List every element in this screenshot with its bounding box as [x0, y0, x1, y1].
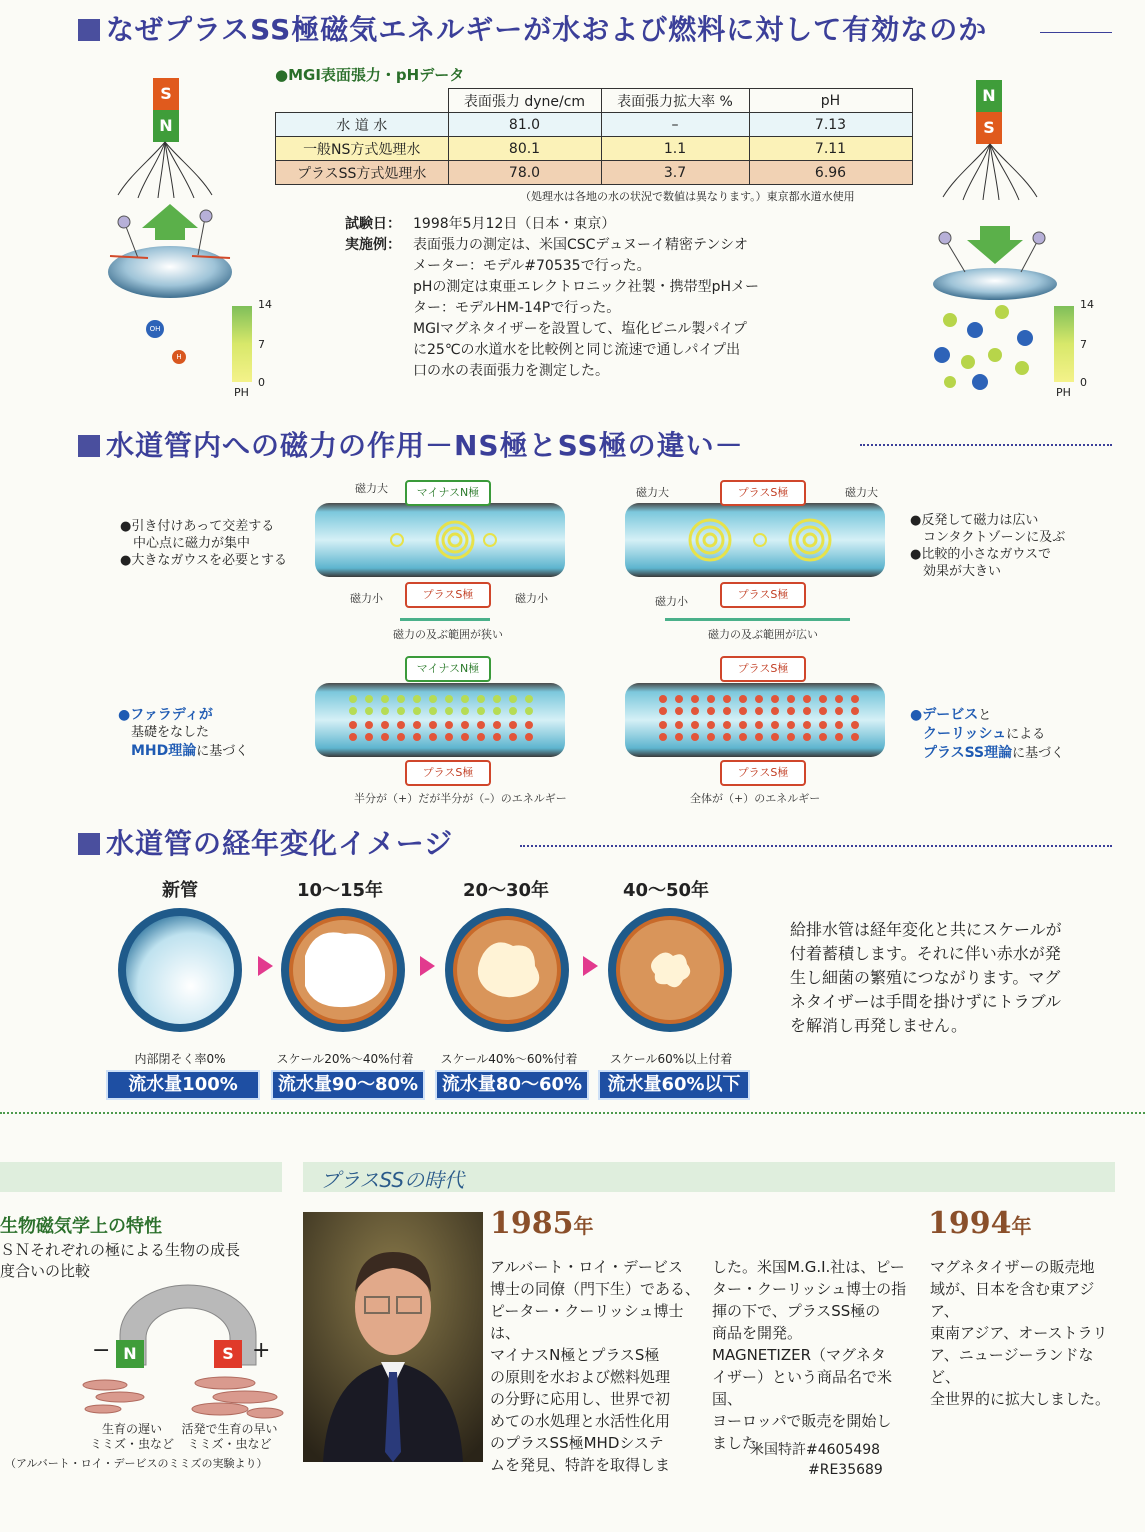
- water-droplet-right: [925, 222, 1065, 302]
- table-cell: 81.0: [448, 113, 601, 137]
- history-line: イザー）という商品名で米国、: [712, 1368, 893, 1408]
- stage-age: 20～30年: [462, 880, 550, 901]
- section-title-text: 水道管の経年変化イメージ: [106, 827, 454, 860]
- note-line: 効果が大きい: [923, 564, 1002, 579]
- section-title-aging: [78, 822, 453, 862]
- horseshoe-magnet: [100, 1280, 280, 1390]
- caption-line: ミミズ・虫など: [187, 1437, 272, 1451]
- ph-7-label: 7: [1080, 338, 1087, 351]
- range-narrow-label: 磁力の及ぶ範囲が狭い: [393, 628, 503, 641]
- tag-minus-n: マイナスN極: [405, 480, 491, 506]
- patent-numbers: [750, 1440, 883, 1480]
- example-line: MGIマグネタイザーを設置して、塩化ビニル製パイプ: [413, 321, 747, 337]
- history-line: めての水処理と水活性化用: [490, 1412, 671, 1430]
- bio-title: 生物磁気学上の特性: [0, 1216, 162, 1237]
- test-date: 1998年5月12日（日本・東京）: [413, 216, 616, 232]
- magnet-s-pole: S: [976, 112, 1002, 144]
- section-title-magnetic: [78, 424, 744, 464]
- history-line: ムを発見、特許を取得しま: [490, 1456, 671, 1474]
- title-dotted-rule: [520, 845, 1112, 847]
- pipe-new: [118, 908, 242, 1032]
- test-date-label: 試験日：: [345, 216, 401, 232]
- tag-plus-s-bottom: プラスS極: [720, 582, 806, 608]
- pipe-ns-ions: [305, 675, 575, 765]
- table-header: pH: [749, 89, 912, 113]
- plus-ss-theory: プラスSS理論: [923, 745, 1013, 761]
- plus-sign: +: [252, 1338, 271, 1363]
- description-line: 給排水管は経年変化と共にスケールが: [790, 920, 1062, 939]
- example-line: pHの測定は東亜エレクトロニック社製・携帯型pHメー: [413, 279, 759, 295]
- stage-age: 10～15年: [296, 880, 384, 901]
- example-line: 表面張力の測定は、米国CSCデュヌーイ精密テンシオ: [413, 237, 748, 253]
- stage-scale: スケール20%～40%付着: [276, 1052, 414, 1066]
- tag-minus-n: マイナスN極: [405, 656, 491, 682]
- caption-line: 生育の遅い: [101, 1422, 162, 1436]
- minus-sign: −: [92, 1338, 111, 1363]
- stage-age: 新管: [162, 880, 198, 901]
- note-line: ●大きなガウスを必要とする: [120, 553, 287, 568]
- example-text: [413, 235, 759, 382]
- year-number: 1985: [490, 1206, 574, 1241]
- title-dotted-rule: [860, 444, 1112, 446]
- flow-rate-badge: 流水量60%以下: [598, 1070, 750, 1100]
- history-line: ピーター・クーリッシュ博士は、: [490, 1302, 684, 1342]
- s-pole-label: S: [214, 1340, 242, 1368]
- data-title: ●MGI表面張力・pHデータ: [275, 66, 465, 84]
- year-suffix: 年: [1011, 1214, 1032, 1238]
- note-line: ●引き付けあって交差する: [120, 519, 275, 534]
- history-line: のプラスSS極MHDシステ: [490, 1434, 664, 1452]
- faraday-suffix: に基づく: [196, 744, 249, 759]
- faraday-note: [118, 706, 248, 761]
- stage-scale: スケール60%以上付着: [609, 1052, 733, 1066]
- davis-note: [910, 706, 1064, 763]
- pipe-cross-sections: [115, 906, 765, 1046]
- stage-scale: スケール40%～60%付着: [440, 1052, 578, 1066]
- ns-notes: [120, 518, 287, 569]
- history-line: 全世界的に拡大しました。: [930, 1390, 1111, 1408]
- ph-14-label: 14: [1080, 298, 1094, 311]
- description-line: を解消し再発しません。: [790, 1016, 967, 1035]
- section-title-effect: [78, 8, 987, 48]
- h-ion-icon: H: [172, 350, 186, 364]
- aging-description: [790, 918, 1120, 1038]
- davis-suffix: に基づく: [1012, 746, 1065, 761]
- history-line: 商品を開発。: [712, 1324, 803, 1342]
- ph-7-label: 7: [258, 338, 265, 351]
- note-line: コンタクトゾーンに及ぶ: [923, 530, 1066, 545]
- range-arrow-wide: [665, 618, 850, 621]
- table-cell: プラスSS方式処理水: [276, 161, 449, 185]
- square-bullet-icon: [78, 435, 100, 457]
- caption-line: 活発で生育の早い: [181, 1422, 278, 1436]
- note-line: ●比較的小さなガウスで: [910, 547, 1051, 562]
- history-line: 揮の下で、プラスSS極の: [712, 1302, 881, 1320]
- history-line: MAGNETIZER（マグネタ: [712, 1346, 886, 1364]
- flow-rate-badge: 流水量100%: [106, 1070, 260, 1100]
- worms-illustration: [75, 1375, 285, 1420]
- example-line: メーター：モデル#70535で行った。: [413, 258, 651, 274]
- water-droplet-left: [100, 200, 240, 310]
- tag-plus-s-bottom: プラスS極: [720, 760, 806, 786]
- history-line: マイナスN極とプラスS極: [490, 1346, 660, 1364]
- magnet-sn: [153, 78, 179, 142]
- section-title-text: 水道管内への磁力の作用－NS極とSS極の違い－: [106, 429, 744, 462]
- note-line: 中心点に磁力が集中: [133, 536, 251, 551]
- ph-label: PH: [234, 386, 249, 399]
- oh-ion-icon: OH: [146, 320, 164, 338]
- history-line: ヨーロッパで販売を開始し: [712, 1412, 892, 1430]
- history-title: プラスSSの時代: [320, 1168, 465, 1192]
- history-line: 東南アジア、オーストラリ: [930, 1324, 1108, 1342]
- mhd-theory: MHD理論: [131, 743, 197, 759]
- tag-plus-s: プラスS極: [405, 760, 491, 786]
- magnet-ns: [976, 80, 1002, 144]
- kurisch-name: クーリッシュ: [923, 726, 1007, 742]
- label-small: 磁力小: [655, 595, 688, 608]
- range-wide-label: 磁力の及ぶ範囲が広い: [708, 628, 818, 641]
- table-cell: 一般NS方式処理水: [276, 137, 449, 161]
- bio-subtitle: [0, 1240, 240, 1282]
- table-row: [276, 113, 913, 137]
- tension-ph-table: [275, 88, 913, 185]
- faraday-line: 基礎をなした: [131, 725, 210, 740]
- history-line: ター・クーリッシュ博士の指: [712, 1280, 907, 1298]
- table-cell: 1.1: [601, 137, 749, 161]
- history-col2: [712, 1256, 917, 1454]
- flow-rate-badge: 流水量90～80%: [271, 1070, 425, 1100]
- table-cell: 3.7: [601, 161, 749, 185]
- empty-header-cell: [276, 89, 449, 113]
- year-1994: [928, 1206, 1032, 1241]
- bio-band: [0, 1162, 282, 1192]
- history-line: 域が、日本を含む東アジア、: [930, 1280, 1095, 1320]
- label-small: 磁力小: [350, 592, 383, 605]
- year-number: 1994: [928, 1206, 1012, 1241]
- pipe-40-50: [608, 908, 732, 1032]
- caption-line: ミミズ・虫など: [89, 1437, 174, 1451]
- title-rule: [1040, 32, 1112, 33]
- table-cell: 7.13: [749, 113, 912, 137]
- year-1985: [490, 1206, 594, 1241]
- all-energy-caption: 全体が（+）のエネルギー: [690, 792, 821, 805]
- field-lines-right: [935, 142, 1045, 202]
- history-col1: [490, 1256, 705, 1476]
- magnet-n-pole: N: [153, 110, 179, 142]
- square-bullet-icon: [78, 19, 100, 41]
- pipe-ss-field: [615, 495, 895, 585]
- faraday-line: ●ファラディが: [118, 707, 213, 723]
- magnet-n-pole: N: [976, 80, 1002, 112]
- history-line: の分野に応用し、世界で初: [490, 1390, 671, 1408]
- table-cell: –: [601, 113, 749, 137]
- history-line: の原則を水および燃料処理: [490, 1368, 671, 1386]
- magnet-s-pole: S: [153, 78, 179, 110]
- ion-cluster-right: [930, 300, 1055, 395]
- example-label: 実施例：: [345, 237, 401, 253]
- description-line: 生し細菌の繁殖につながります。マグ: [790, 968, 1061, 987]
- pipe-ns-field: [305, 495, 575, 585]
- patent-number: #RE35689: [808, 1462, 883, 1478]
- section-title-text: なぜプラスSS極磁気エネルギーが水および燃料に対して有効なのか: [106, 13, 988, 46]
- tag-plus-s: プラスS極: [405, 582, 491, 608]
- history-line: した。米国M.G.I.社は、ピー: [712, 1258, 905, 1276]
- history-line: 博士の同僚（門下生）である、: [490, 1280, 701, 1298]
- pipe-10-15: [281, 908, 405, 1032]
- pipe-ss-ions: [615, 675, 895, 765]
- davis-and: と: [978, 708, 992, 723]
- ph-0-label: 0: [1080, 376, 1087, 389]
- year-suffix: 年: [573, 1214, 594, 1238]
- ph-14-label: 14: [258, 298, 272, 311]
- table-cell: 7.11: [749, 137, 912, 161]
- table-cell: 80.1: [448, 137, 601, 161]
- history-line: アルバート・ロイ・デービス: [490, 1258, 683, 1276]
- label-big: 磁力大: [355, 482, 388, 495]
- example-line: ター：モデルHM-14Pで行った。: [413, 300, 621, 316]
- stage-age: 40～50年: [622, 880, 710, 901]
- bio-line: 度合いの比較: [0, 1262, 91, 1280]
- section-divider: [0, 1112, 1145, 1114]
- history-line: ア、ニュージーランドなど、: [930, 1346, 1094, 1386]
- fast-worms-caption: [172, 1422, 287, 1452]
- portrait-photo: [303, 1212, 483, 1462]
- ph-scale-right: [1054, 306, 1074, 382]
- history-line: ました。: [712, 1434, 773, 1452]
- ph-0-label: 0: [258, 376, 265, 389]
- slow-worms-caption: [82, 1422, 182, 1452]
- ss-notes: [910, 512, 1065, 580]
- stage-scale: 内部閉そく率0%: [134, 1052, 226, 1066]
- table-cell: 6.96: [749, 161, 912, 185]
- half-energy-caption: 半分が（+）だが半分が（–）のエネルギー: [354, 792, 567, 805]
- range-arrow-narrow: [400, 618, 490, 621]
- label-small: 磁力小: [515, 592, 548, 605]
- label-big: 磁力大: [636, 486, 669, 499]
- table-cell: 78.0: [448, 161, 601, 185]
- square-bullet-icon: [78, 833, 100, 855]
- table-row: [276, 161, 913, 185]
- table-note: （処理水は各地の水の状況で数値は異なります。）東京都水道水使用: [520, 190, 855, 203]
- history-line: マグネタイザーの販売地: [930, 1258, 1095, 1276]
- example-line: 口の水の表面張力を測定した。: [413, 363, 609, 379]
- description-line: ネタイザーは手間を掛けずにトラブル: [790, 992, 1062, 1011]
- note-line: ●反発して磁力は広い: [910, 513, 1039, 528]
- table-cell: 水 道 水: [276, 113, 449, 137]
- tag-plus-s-top: プラスS極: [720, 656, 806, 682]
- bio-line: ＳＮそれぞれの極による生物の成長: [0, 1241, 241, 1259]
- table-header: 表面張力 dyne/cm: [448, 89, 601, 113]
- experiment-source: （アルバート・ロイ・デービスのミミズの実験より）: [5, 1457, 268, 1470]
- ph-scale-left: [232, 306, 252, 382]
- label-big: 磁力大: [845, 486, 878, 499]
- pipe-20-30: [445, 908, 569, 1032]
- field-lines-left: [110, 140, 220, 200]
- tag-plus-s-top: プラスS極: [720, 480, 806, 506]
- flow-rate-badge: 流水量80～60%: [435, 1070, 589, 1100]
- patent-number: 米国特許#4605498: [750, 1442, 881, 1458]
- table-row: [276, 137, 913, 161]
- davis-by: による: [1006, 727, 1046, 742]
- davis-name: ●デービス: [910, 707, 979, 723]
- example-line: に25℃の水道水を比較例と同じ流速で通しパイプ出: [413, 342, 741, 358]
- table-header: 表面張力拡大率 %: [601, 89, 749, 113]
- ph-label: PH: [1056, 386, 1071, 399]
- n-pole-label: N: [116, 1340, 144, 1368]
- table-header-row: [276, 89, 913, 113]
- description-line: 付着蓄積します。それに伴い赤水が発: [790, 944, 1061, 963]
- history-col3: [930, 1256, 1120, 1410]
